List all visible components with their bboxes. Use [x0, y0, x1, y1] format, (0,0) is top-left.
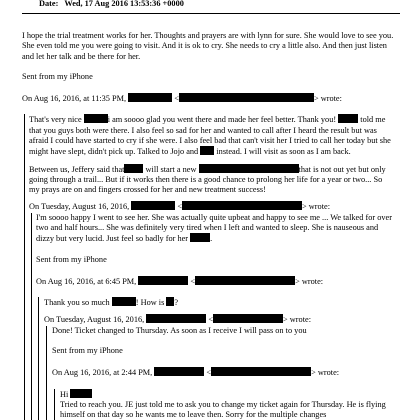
signature: Sent from my iPhone — [52, 346, 394, 356]
quote-header: On Aug 16, 2016, at 2:44 PM, < > wrote: — [52, 367, 394, 378]
redaction — [70, 389, 92, 398]
quote-header: On Aug 16, 2016, at 6:45 PM, < > wrote: — [36, 276, 394, 287]
quote-header: On Tuesday, August 16, 2016, < > wrote: — [29, 201, 394, 212]
redaction — [199, 164, 299, 173]
header-divider — [22, 13, 400, 14]
redaction — [182, 201, 302, 210]
quote-header: On Aug 16, 2016, at 11:35 PM, < > wrote: — [22, 93, 394, 104]
redaction — [131, 201, 175, 210]
redaction — [213, 314, 283, 323]
message-paragraph: Tried to reach you. JE just told me to ask you to change my ticket again for Thursday. He is flying himself on that day so he wants me to leave then. Sorry for the multiple changes — [60, 400, 394, 420]
date-header — [39, 0, 184, 9]
message-paragraph: Between us, Jeffery said that will start a new that is not out yet but only going through a trail... But if it works then there is a good chance to prolong her life for a year or two... So my prays are on and fingers crossed for her and new treatment success! — [29, 164, 394, 196]
redaction — [179, 93, 314, 102]
quoted-reply-level-2 — [31, 213, 394, 420]
redaction — [190, 233, 210, 242]
quoted-reply-level-3 — [38, 297, 394, 420]
greeting: Hi — [60, 389, 394, 400]
redaction — [112, 297, 136, 306]
message-paragraph: I'm soooo happy I went to see her. She was actually quite upbeat and happy to see me ... We talked for over two and half hours... She was definitely very tired when I left and wanted to sleep. She is nauseous and dizzy but very lucid. Just feel so badly for her . — [36, 213, 394, 245]
message-paragraph: Done! Ticket changed to Thursday. As soon as I receive I will pass on to you — [52, 326, 394, 336]
quoted-reply-level-4 — [46, 326, 394, 420]
message-paragraph: Thank you so much ! How is ? — [44, 297, 394, 308]
quoted-reply-level-5 — [54, 389, 394, 420]
redaction — [154, 367, 204, 376]
message-paragraph: That's very nice i am soooo glad you went there and made her feel better. Thank you! told me that you guys both were there. I also feel so sad for her and wanted to call after I heard the result but was afraid I could have started to cry if she were. I also feel bad that can't visit her I tried to call her today but she might have slept, didn't pick up. Talked to Jojo and instead. I will visit as soon as I am back. — [29, 114, 394, 157]
redaction — [200, 146, 214, 155]
message-paragraph: I hope the trial treatment works for her. Thoughts and prayers are with lynn for sure. She would love to see you. She even told me you were going to visit. And it is ok to cry. She needs to cry a little also. And then just listen and let her talk and be there for her. — [22, 31, 394, 62]
quote-header: On Tuesday, August 16, 2016, < > wrote: — [44, 314, 394, 325]
date-value: Wed, 17 Aug 2016 13:53:36 +0000 — [64, 0, 184, 8]
date-label: Date: — [39, 0, 58, 8]
redaction — [138, 276, 188, 285]
redaction — [211, 367, 311, 376]
redaction — [124, 164, 143, 173]
redaction — [84, 114, 108, 123]
redaction — [338, 114, 358, 123]
redaction — [146, 314, 206, 323]
email-body — [22, 31, 394, 420]
redaction — [128, 93, 172, 102]
redaction — [195, 276, 295, 285]
signature: Sent from my iPhone — [36, 255, 394, 265]
signature: Sent from my iPhone — [22, 72, 394, 82]
quoted-reply-level-1 — [24, 114, 394, 420]
